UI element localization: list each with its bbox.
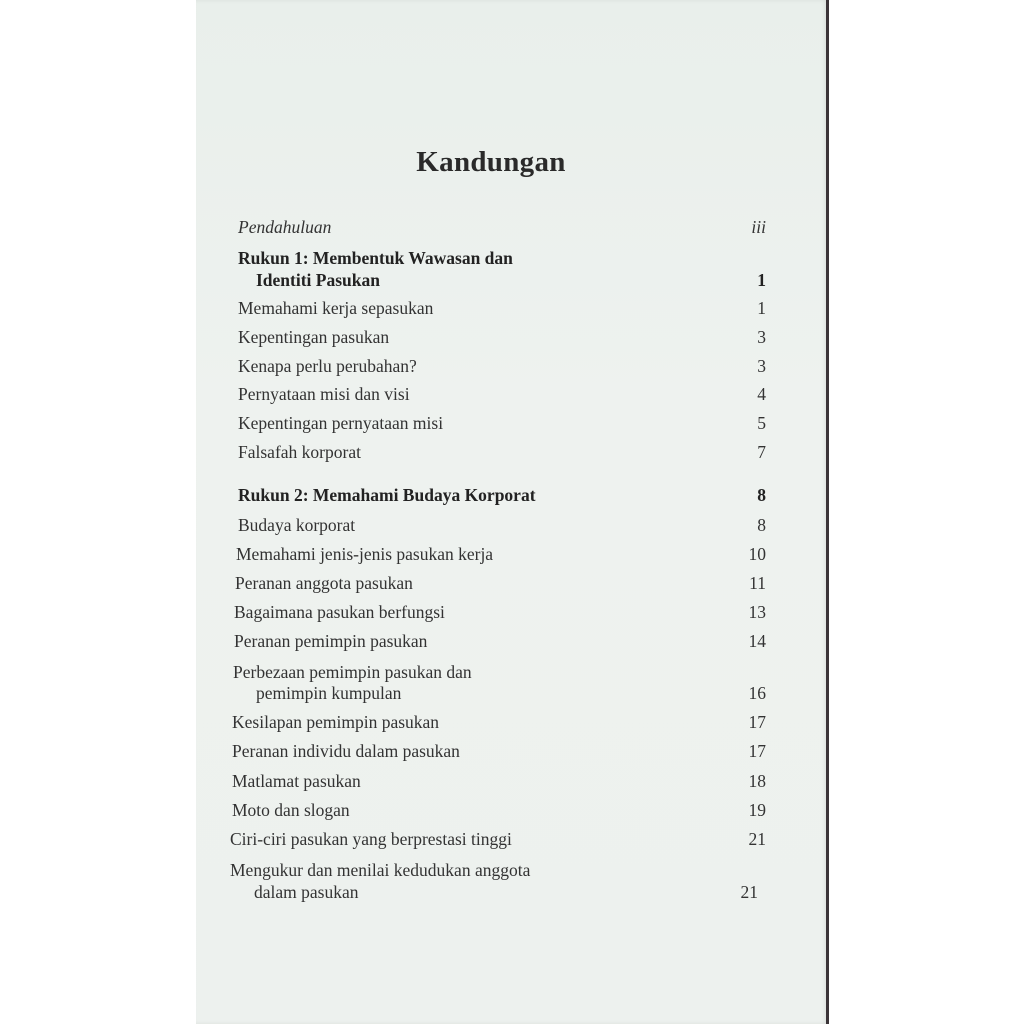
- toc-entry-label: Pendahuluan: [238, 217, 332, 237]
- page-title: Kandungan: [416, 146, 566, 178]
- toc-entry-label: Bagaimana pasukan berfungsi: [234, 602, 445, 622]
- toc-entry-label: Kenapa perlu perubahan?: [238, 356, 417, 376]
- toc-entry-label: Peranan anggota pasukan: [235, 573, 413, 593]
- toc-entry-label: Memahami kerja sepasukan: [238, 298, 434, 318]
- toc-entry-page: 14: [748, 631, 766, 651]
- toc-entry-label: Kesilapan pemimpin pasukan: [232, 712, 440, 732]
- toc-entry-label: Peranan individu dalam pasukan: [232, 741, 460, 761]
- toc-entry-label: Mengukur dan menilai kedudukan anggota: [230, 860, 531, 880]
- toc-entry-page: 21: [740, 882, 758, 902]
- toc-entry-page: 16: [748, 683, 766, 703]
- toc-entry-label: Budaya korporat: [238, 515, 356, 535]
- toc-entry-label-line2: dalam pasukan: [254, 882, 359, 902]
- toc-entry-page: 1: [757, 298, 766, 318]
- toc-heading-label-line2: Identiti Pasukan: [256, 270, 380, 290]
- toc-entry-label-line2: pemimpin kumpulan: [256, 683, 402, 703]
- toc-entry-page: 21: [748, 829, 766, 849]
- toc-entry-page: 4: [757, 384, 766, 404]
- toc-entry-label: Moto dan slogan: [232, 800, 350, 820]
- toc-entry-page: iii: [751, 217, 766, 237]
- toc-entry-label: Matlamat pasukan: [232, 771, 361, 791]
- toc-heading-label: Rukun 1: Membentuk Wawasan dan: [238, 248, 513, 268]
- toc-entry-page: 17: [748, 712, 766, 732]
- toc-entry-page: 11: [749, 573, 766, 593]
- toc-entry-label: Peranan pemimpin pasukan: [234, 631, 428, 651]
- toc-entry-page: 13: [748, 602, 766, 622]
- toc-heading-page: 1: [757, 270, 766, 290]
- toc-entry-page: 17: [748, 741, 766, 761]
- toc-entry-label: Memahami jenis-jenis pasukan kerja: [236, 544, 494, 564]
- toc-entry-label: Falsafah korporat: [238, 442, 361, 462]
- toc-entry-label: Kepentingan pasukan: [238, 327, 390, 347]
- toc-entry-page: 3: [757, 356, 766, 376]
- toc-entry-page: 10: [748, 544, 766, 564]
- toc-entry-label: Kepentingan pernyataan misi: [238, 413, 444, 433]
- toc-entry-label: Ciri-ciri pasukan yang berprestasi tinggi: [230, 829, 512, 849]
- page-edge: [826, 0, 829, 1024]
- toc-heading-page: 8: [757, 485, 766, 505]
- toc-entry-page: 7: [757, 442, 766, 462]
- toc-heading-label: Rukun 2: Memahami Budaya Korporat: [238, 485, 536, 505]
- toc-entry-label: Perbezaan pemimpin pasukan dan: [233, 662, 472, 682]
- toc-entry-page: 18: [748, 771, 766, 791]
- toc-entry-page: 3: [757, 327, 766, 347]
- toc-entry-page: 8: [757, 515, 766, 535]
- toc-entry-page: 5: [757, 413, 766, 433]
- toc-entry-label: Pernyataan misi dan visi: [238, 384, 410, 404]
- toc-entry-page: 19: [748, 800, 766, 820]
